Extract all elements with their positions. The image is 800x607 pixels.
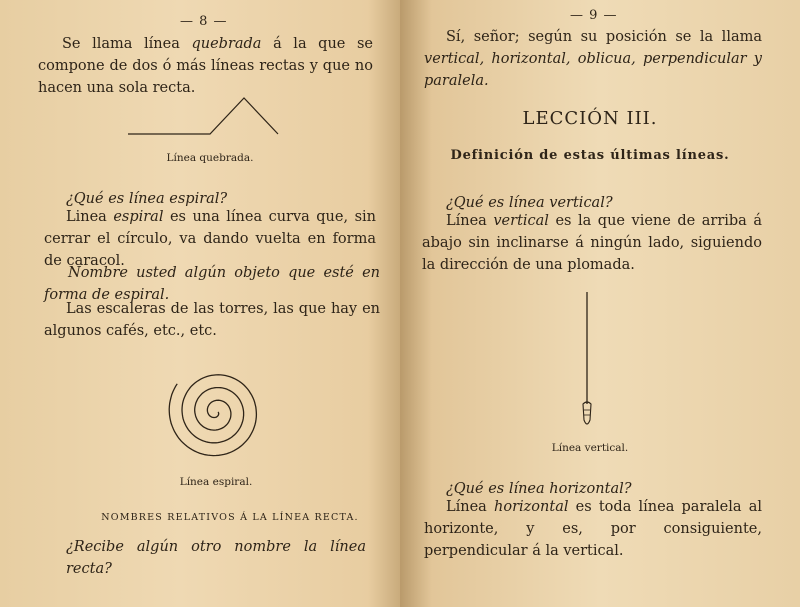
question-vertical: ¿Qué es línea vertical? xyxy=(446,195,613,211)
page-number: — 8 — xyxy=(180,14,228,29)
question-horizontal: ¿Qué es línea horizontal? xyxy=(446,481,632,497)
lesson-subtitle: Definición de estas últimas líneas. xyxy=(450,148,730,163)
figure-caption: Línea vertical. xyxy=(551,442,629,454)
page-number: — 9 — xyxy=(570,8,618,23)
figure-caption: Línea quebrada. xyxy=(166,152,254,164)
answer-vertical: Línea vertical es la que viene de arriba á abajo sin inclinarse á ningún lado, siguiendo la dirección de una plomada. xyxy=(422,213,762,273)
answer-escaleras: Las escaleras de las torres, las que hay en algunos cafés, etc., etc. xyxy=(44,301,380,339)
question-recta: ¿Recibe algún otro nombre la línea recta? xyxy=(66,539,366,577)
figure-caption: Línea espiral. xyxy=(179,476,253,488)
paragraph-quebrada: Se llama línea quebrada á la que se compone de dos ó más líneas rectas y que no hacen una sola recta. xyxy=(38,36,374,96)
answer-espiral: Linea espiral es una línea curva que, sin cerrar el círculo, va dando vuelta en forma de caracol. xyxy=(44,209,376,269)
section-heading: NOMBRES RELATIVOS Á LA LÍNEA RECTA. xyxy=(101,512,359,523)
right-page xyxy=(400,0,800,607)
instruction: Nombre usted algún objeto que esté en forma de espiral. xyxy=(44,265,380,303)
paragraph-posicion: Sí, señor; según su posición se la llama vertical, horizontal, oblicua, perpendicular y paralela. xyxy=(424,29,762,89)
lesson-title: LECCIÓN III. xyxy=(522,108,658,129)
answer-horizontal: Línea horizontal es toda línea paralela al horizonte, y es, por consiguiente, perpendicular á la vertical. xyxy=(424,499,762,559)
question-espiral: ¿Qué es línea espiral? xyxy=(66,191,228,207)
